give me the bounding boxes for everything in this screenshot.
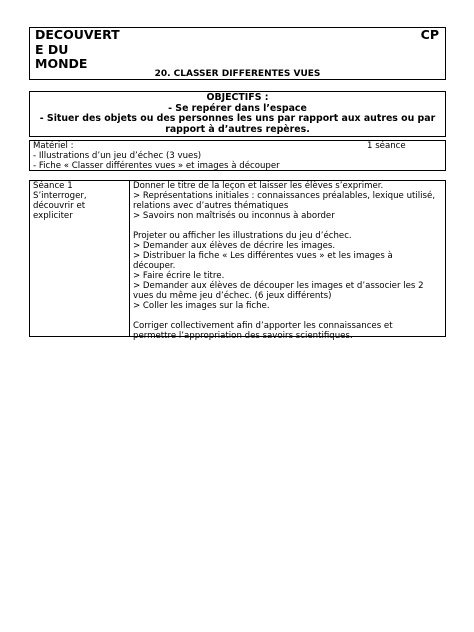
objectives-box bbox=[29, 91, 446, 137]
seance-subtitle-line: découvrir et bbox=[33, 201, 86, 211]
content-line: vues du même jeu d’échec. (6 jeux différents) bbox=[133, 291, 332, 301]
content-line: > Coller les images sur la fiche. bbox=[133, 301, 270, 311]
content-paragraph bbox=[133, 231, 443, 311]
content-line: > Faire écrire le titre. bbox=[133, 271, 225, 281]
content-line: découper. bbox=[133, 261, 176, 271]
seance-content-cell bbox=[133, 181, 443, 341]
content-line: Donner le titre de la leçon et laisser les élèves s’exprimer. bbox=[133, 181, 384, 191]
content-line: > Distribuer la fiche « Les différentes vues » et les images à bbox=[133, 251, 393, 261]
lesson-title: 20. CLASSER DIFFERENTES VUES bbox=[154, 69, 321, 79]
content-line: > Savoirs non maîtrisés ou inconnus à aborder bbox=[133, 211, 335, 221]
class-level: CP bbox=[420, 27, 439, 42]
material-box bbox=[29, 140, 446, 171]
paragraph-gap bbox=[133, 311, 443, 321]
seance-subtitle-line: S’interroger, bbox=[33, 191, 87, 201]
header-box bbox=[29, 27, 446, 80]
content-line: Corriger collectivement afin d’apporter les connaissances et bbox=[133, 321, 393, 331]
column-divider bbox=[129, 181, 130, 336]
paragraph-gap bbox=[133, 221, 443, 231]
content-line: relations avec d’autres thématiques bbox=[133, 201, 289, 211]
session-count: 1 séance bbox=[367, 141, 406, 151]
seance-label-cell bbox=[33, 181, 125, 221]
material-item: - Illustrations d’un jeu d’échec (3 vues) bbox=[33, 151, 202, 161]
objective-line: - Situer des objets ou des personnes les uns par rapport aux autres ou par bbox=[39, 113, 436, 124]
content-paragraph bbox=[133, 181, 443, 221]
content-line: > Représentations initiales : connaissances préalables, lexique utilisé, bbox=[133, 191, 436, 201]
objectives-heading: OBJECTIFS : bbox=[206, 92, 269, 103]
seance-title: Séance 1 bbox=[33, 181, 73, 191]
subject-title: DECOUVERT E DU MONDE bbox=[35, 27, 120, 71]
objective-line: - Se repérer dans l’espace bbox=[168, 102, 307, 114]
seance-table bbox=[29, 180, 446, 341]
objective-line: rapport à d’autres repères. bbox=[165, 123, 310, 135]
content-paragraph bbox=[133, 321, 443, 341]
material-list bbox=[33, 151, 280, 171]
content-line: > Demander aux élèves de découper les images et d’associer les 2 bbox=[133, 281, 424, 291]
seance-subtitle-line: expliciter bbox=[33, 211, 73, 221]
content-line: Projeter ou afficher les illustrations du jeu d’échec. bbox=[133, 231, 352, 241]
content-line: > Demander aux élèves de décrire les images. bbox=[133, 241, 336, 251]
material-item: - Fiche « Classer différentes vues » et images à découper bbox=[33, 161, 280, 171]
material-label: Matériel : bbox=[33, 141, 74, 151]
content-line: permettre l’appropriation des savoirs scientifiques. bbox=[133, 331, 353, 341]
